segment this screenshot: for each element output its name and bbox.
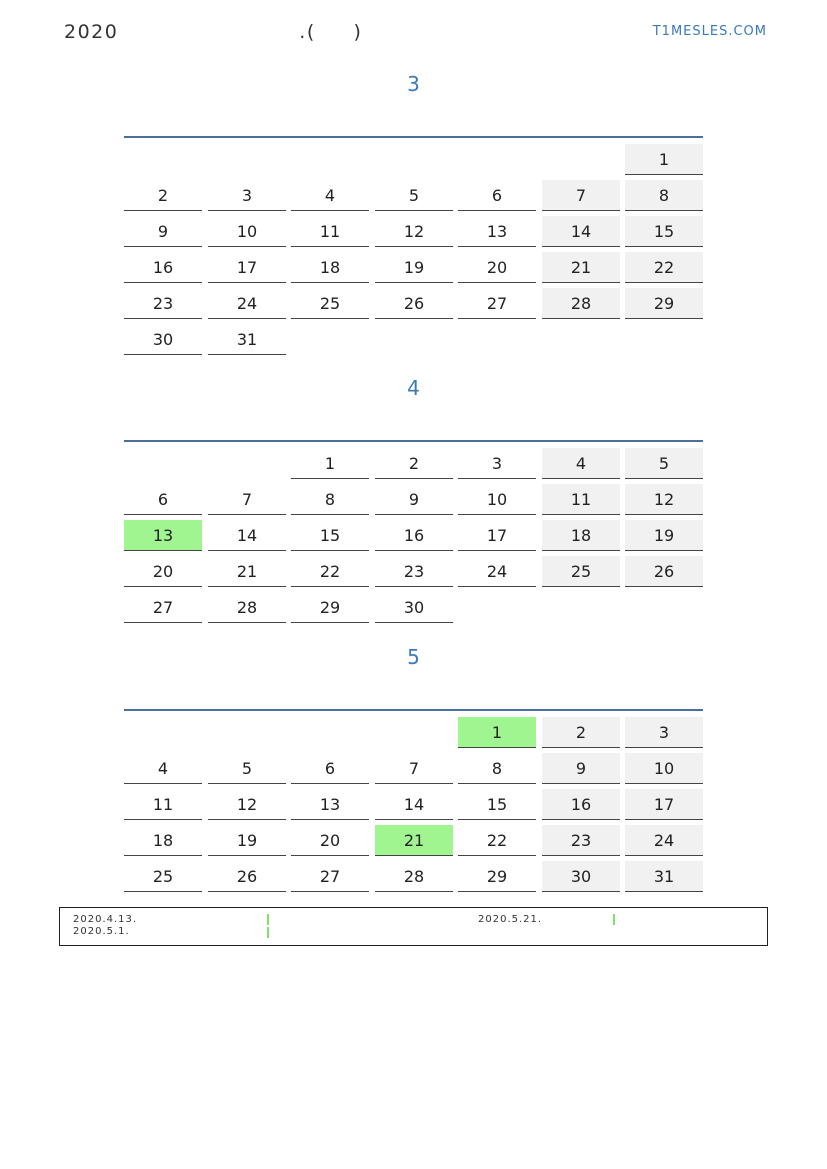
- month-block: [124, 376, 703, 617]
- day-cell[interactable]: 25: [124, 861, 202, 892]
- day-cell[interactable]: 31: [208, 324, 286, 355]
- day-cell[interactable]: 29: [625, 288, 703, 319]
- day-cell[interactable]: 12: [375, 216, 453, 247]
- day-cell[interactable]: 28: [375, 861, 453, 892]
- day-cell[interactable]: 6: [124, 484, 202, 515]
- day-cell[interactable]: 9: [542, 753, 620, 784]
- day-cell[interactable]: 19: [625, 520, 703, 551]
- day-cell[interactable]: 7: [542, 180, 620, 211]
- day-cell[interactable]: 22: [291, 556, 369, 587]
- day-cell[interactable]: 10: [208, 216, 286, 247]
- day-cell[interactable]: 26: [208, 861, 286, 892]
- day-cell[interactable]: 13: [124, 520, 202, 551]
- day-cell[interactable]: 28: [542, 288, 620, 319]
- day-cell[interactable]: 10: [458, 484, 536, 515]
- day-cell[interactable]: 23: [124, 288, 202, 319]
- note-marker: [267, 927, 269, 938]
- day-cell[interactable]: 27: [291, 861, 369, 892]
- day-cell[interactable]: 5: [375, 180, 453, 211]
- day-cell[interactable]: 16: [124, 252, 202, 283]
- day-cell[interactable]: 3: [208, 180, 286, 211]
- day-cell[interactable]: 15: [458, 789, 536, 820]
- day-cell[interactable]: 3: [625, 717, 703, 748]
- day-cell[interactable]: 20: [291, 825, 369, 856]
- day-cell[interactable]: 5: [208, 753, 286, 784]
- day-cell[interactable]: 20: [458, 252, 536, 283]
- day-cell[interactable]: 9: [375, 484, 453, 515]
- day-cell[interactable]: 31: [625, 861, 703, 892]
- day-cell[interactable]: 25: [542, 556, 620, 587]
- month-title: 5: [407, 645, 420, 669]
- day-cell[interactable]: 1: [291, 448, 369, 479]
- day-cell[interactable]: 2: [375, 448, 453, 479]
- day-cell[interactable]: 9: [124, 216, 202, 247]
- day-cell[interactable]: 21: [542, 252, 620, 283]
- holiday-notes: [59, 907, 768, 946]
- month-divider: [124, 136, 703, 138]
- day-cell[interactable]: 18: [542, 520, 620, 551]
- day-cell[interactable]: 13: [291, 789, 369, 820]
- day-cell[interactable]: 4: [124, 753, 202, 784]
- day-cell[interactable]: 24: [208, 288, 286, 319]
- day-cell[interactable]: 29: [291, 592, 369, 623]
- day-cell[interactable]: 16: [542, 789, 620, 820]
- month-block: [124, 645, 703, 886]
- day-cell[interactable]: 25: [291, 288, 369, 319]
- site-link[interactable]: T1MESLES.COM: [652, 24, 767, 39]
- day-cell[interactable]: 18: [124, 825, 202, 856]
- day-cell[interactable]: 24: [458, 556, 536, 587]
- day-cell[interactable]: 13: [458, 216, 536, 247]
- day-cell[interactable]: 30: [124, 324, 202, 355]
- day-cell[interactable]: 14: [542, 216, 620, 247]
- day-cell[interactable]: 21: [375, 825, 453, 856]
- day-cell[interactable]: 27: [458, 288, 536, 319]
- day-cell[interactable]: 28: [208, 592, 286, 623]
- day-cell[interactable]: 11: [542, 484, 620, 515]
- day-cell[interactable]: 8: [625, 180, 703, 211]
- note-item: 2020.5.21.: [478, 914, 543, 925]
- day-cell[interactable]: 5: [625, 448, 703, 479]
- page-title: 2020 .( ): [64, 21, 363, 43]
- day-cell[interactable]: 21: [208, 556, 286, 587]
- day-cell[interactable]: 15: [291, 520, 369, 551]
- day-cell[interactable]: 14: [375, 789, 453, 820]
- month-block: [124, 72, 703, 349]
- month-divider: [124, 440, 703, 442]
- note-marker: [267, 914, 269, 925]
- day-cell[interactable]: 1: [458, 717, 536, 748]
- day-cell[interactable]: 4: [291, 180, 369, 211]
- day-cell[interactable]: 30: [542, 861, 620, 892]
- note-item: 2020.5.1.: [73, 926, 130, 937]
- day-cell[interactable]: 17: [625, 789, 703, 820]
- day-cell[interactable]: 1: [625, 144, 703, 175]
- day-cell[interactable]: 12: [625, 484, 703, 515]
- day-cell[interactable]: 7: [375, 753, 453, 784]
- day-cell[interactable]: 11: [124, 789, 202, 820]
- month-title: 4: [407, 376, 420, 400]
- day-cell[interactable]: 19: [208, 825, 286, 856]
- day-cell[interactable]: 12: [208, 789, 286, 820]
- day-cell[interactable]: 17: [458, 520, 536, 551]
- month-divider: [124, 709, 703, 711]
- note-item: 2020.4.13.: [73, 914, 138, 925]
- day-cell[interactable]: 24: [625, 825, 703, 856]
- day-cell[interactable]: 17: [208, 252, 286, 283]
- day-cell[interactable]: 6: [291, 753, 369, 784]
- day-cell[interactable]: 18: [291, 252, 369, 283]
- day-cell[interactable]: 23: [542, 825, 620, 856]
- day-cell[interactable]: 8: [458, 753, 536, 784]
- day-cell[interactable]: 19: [375, 252, 453, 283]
- day-cell[interactable]: 23: [375, 556, 453, 587]
- day-cell[interactable]: 7: [208, 484, 286, 515]
- day-cell[interactable]: 30: [375, 592, 453, 623]
- day-cell[interactable]: 2: [542, 717, 620, 748]
- day-cell[interactable]: 22: [458, 825, 536, 856]
- day-cell[interactable]: 29: [458, 861, 536, 892]
- month-title: 3: [407, 72, 420, 96]
- day-cell[interactable]: 27: [124, 592, 202, 623]
- day-cell[interactable]: 3: [458, 448, 536, 479]
- day-cell[interactable]: 26: [625, 556, 703, 587]
- day-cell[interactable]: 22: [625, 252, 703, 283]
- day-cell[interactable]: 8: [291, 484, 369, 515]
- day-cell[interactable]: 10: [625, 753, 703, 784]
- day-cell[interactable]: 14: [208, 520, 286, 551]
- day-cell[interactable]: 11: [291, 216, 369, 247]
- note-marker: [613, 914, 615, 925]
- day-cell[interactable]: 20: [124, 556, 202, 587]
- day-cell[interactable]: 16: [375, 520, 453, 551]
- day-cell[interactable]: 15: [625, 216, 703, 247]
- day-cell[interactable]: 26: [375, 288, 453, 319]
- day-cell[interactable]: 2: [124, 180, 202, 211]
- day-cell[interactable]: 6: [458, 180, 536, 211]
- day-cell[interactable]: 4: [542, 448, 620, 479]
